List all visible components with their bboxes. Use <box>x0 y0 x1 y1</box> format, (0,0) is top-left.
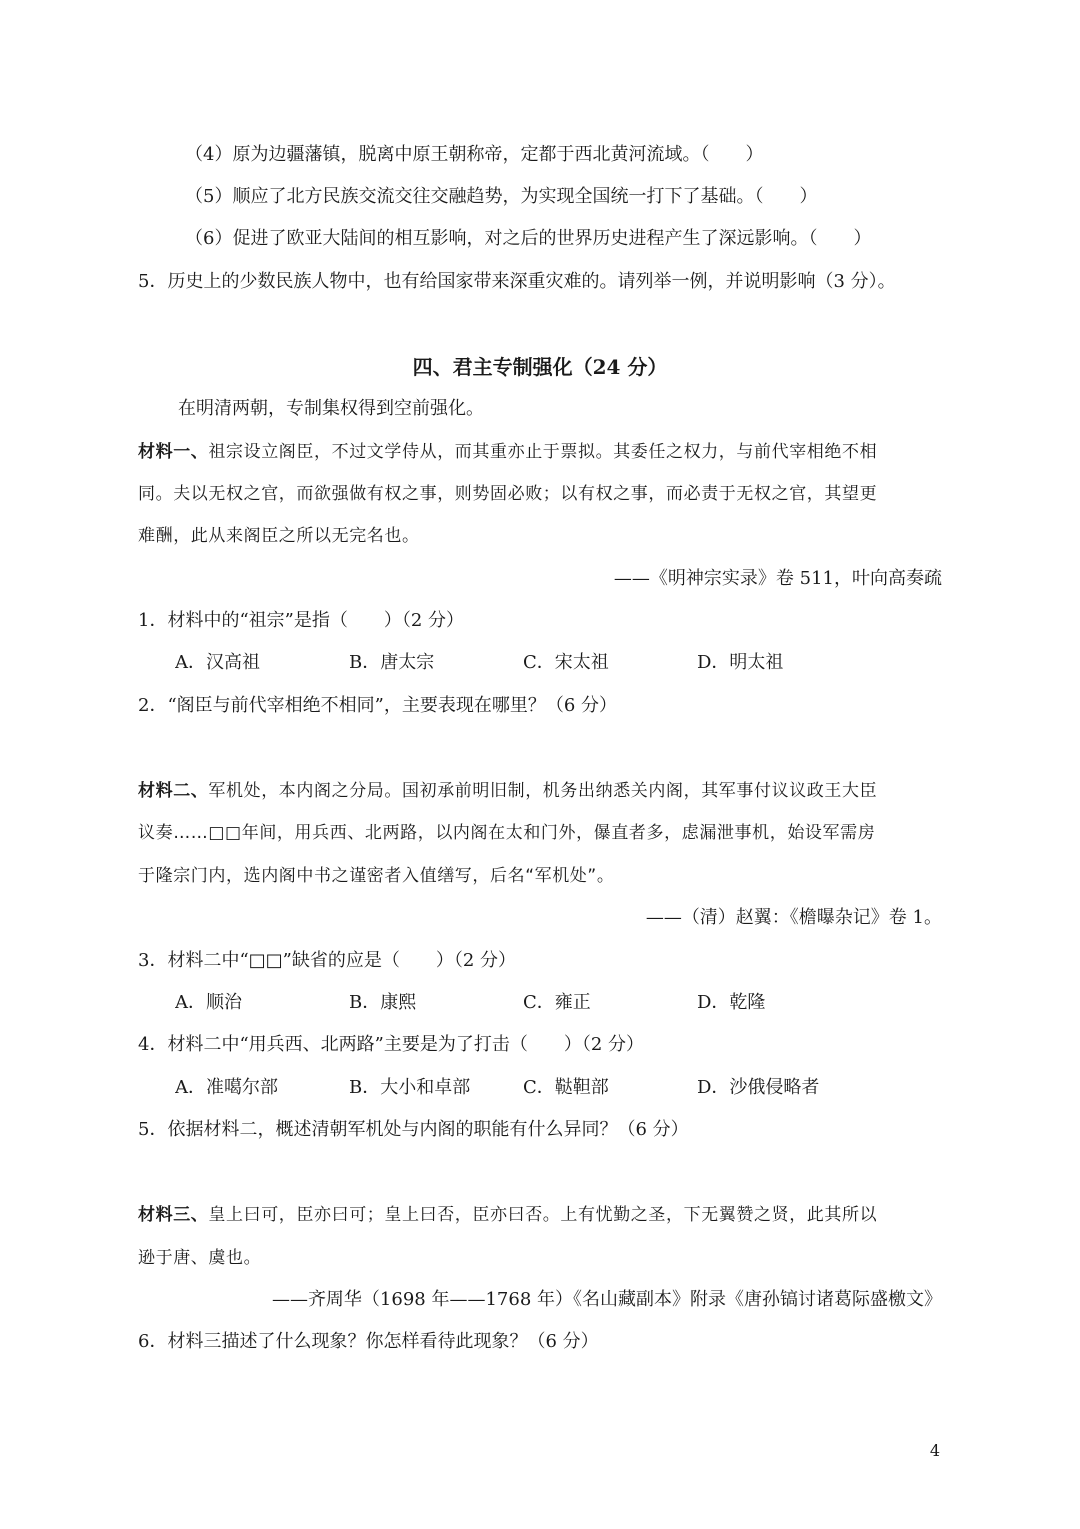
question-4-options <box>175 1076 942 1100</box>
question-1-option-c: C．宋太祖 <box>523 652 609 673</box>
part3-item-4: （4）原为边疆藩镇，脱离中原王朝称帝，定都于西北黄河流域。（ ） <box>185 144 764 165</box>
question-3-option-a: A．顺治 <box>175 992 242 1013</box>
question-3-option-d: D．乾隆 <box>697 992 766 1013</box>
material-3-source: ——齐周华（1698 年——1768 年）《名山藏副本》附录《唐孙镐讨诸葛际盛檄文》 <box>271 1289 942 1310</box>
material-2-line-3: 于隆宗门内，选内阁中书之谨密者入值缮写，后名“军机处”。 <box>138 866 615 886</box>
material-3-text-1: 皇上曰可，臣亦曰可；皇上曰否，臣亦曰否。上有忧勤之圣，下无翼赞之贤，此其所以 <box>208 1205 878 1225</box>
part3-question-5: 5．历史上的少数民族人物中，也有给国家带来深重灾难的。请列举一例，并说明影响（3 分）。 <box>138 271 896 292</box>
section-intro: 在明清两朝，专制集权得到空前强化。 <box>178 398 484 419</box>
question-1-option-d: D．明太祖 <box>697 652 784 673</box>
material-2-source: ——（清）赵翼：《檐曝杂记》卷 1。 <box>645 907 942 928</box>
material-3-line-2: 逊于唐、虞也。 <box>138 1248 262 1268</box>
part3-item-6: （6）促进了欧亚大陆间的相互影响，对之后的世界历史进程产生了深远影响。（ ） <box>185 228 872 249</box>
material-2-text-1: 军机处，本内阁之分局。国初承前明旧制，机务出纳悉关内阁，其军事付议议政王大臣 <box>208 781 878 801</box>
material-1-line-2: 同。夫以无权之官，而欲强做有权之事，则势固必败；以有权之事，而必责于无权之官，其望更 <box>138 484 878 504</box>
material-2-label: 材料二、 <box>138 781 209 801</box>
material-3-line-1 <box>138 1203 942 1227</box>
material-1-line-3: 难酬，此从来阁臣之所以无完名也。 <box>138 526 420 546</box>
question-4-option-b: B．大小和卓部 <box>349 1077 471 1098</box>
part3-item-5: （5）顺应了北方民族交流交往交融趋势，为实现全国统一打下了基础。（ ） <box>185 186 818 207</box>
question-1-options <box>175 651 942 675</box>
page-number: 4 <box>929 1441 940 1460</box>
question-3-options <box>175 991 942 1015</box>
question-2: 2．“阁臣与前代宰相绝不相同”，主要表现在哪里？（6 分） <box>138 695 618 716</box>
question-6: 6．材料三描述了什么现象？你怎样看待此现象？（6 分） <box>138 1331 599 1352</box>
material-3-label: 材料三、 <box>138 1205 209 1225</box>
material-1-text-1: 祖宗设立阁臣，不过文学侍从，而其重亦止于票拟。其委任之权力，与前代宰相绝不相 <box>208 442 878 462</box>
question-4-option-d: D．沙俄侵略者 <box>697 1077 820 1098</box>
material-1-source: ——《明神宗实录》卷 511，叶向高奏疏 <box>613 568 942 589</box>
material-1-label: 材料一、 <box>138 442 209 462</box>
question-4-option-a: A．准噶尔部 <box>175 1077 278 1098</box>
question-1-option-b: B．唐太宗 <box>349 652 435 673</box>
question-3-option-c: C．雍正 <box>523 992 591 1013</box>
question-1: 1．材料中的“祖宗”是指（ ）（2 分） <box>138 610 465 631</box>
section-title: 四、君主专制强化（24 分） <box>412 355 668 379</box>
question-3-option-b: B．康熙 <box>349 992 417 1013</box>
question-3: 3．材料二中“□□”缺省的应是（ ）（2 分） <box>138 950 517 971</box>
question-1-option-a: A．汉高祖 <box>175 652 260 673</box>
material-2-line-1 <box>138 779 942 803</box>
material-1-line-1 <box>138 440 942 464</box>
question-5: 5．依据材料二，概述清朝军机处与内阁的职能有什么异同？（6 分） <box>138 1119 689 1140</box>
material-2-line-2: 议奏……□□年间，用兵西、北两路，以内阁在太和门外，儤直者多，虑漏泄事机，始设军需房 <box>138 823 876 843</box>
question-4-option-c: C．鞑靼部 <box>523 1077 609 1098</box>
question-4: 4．材料二中“用兵西、北两路”主要是为了打击（ ）（2 分） <box>138 1034 645 1055</box>
